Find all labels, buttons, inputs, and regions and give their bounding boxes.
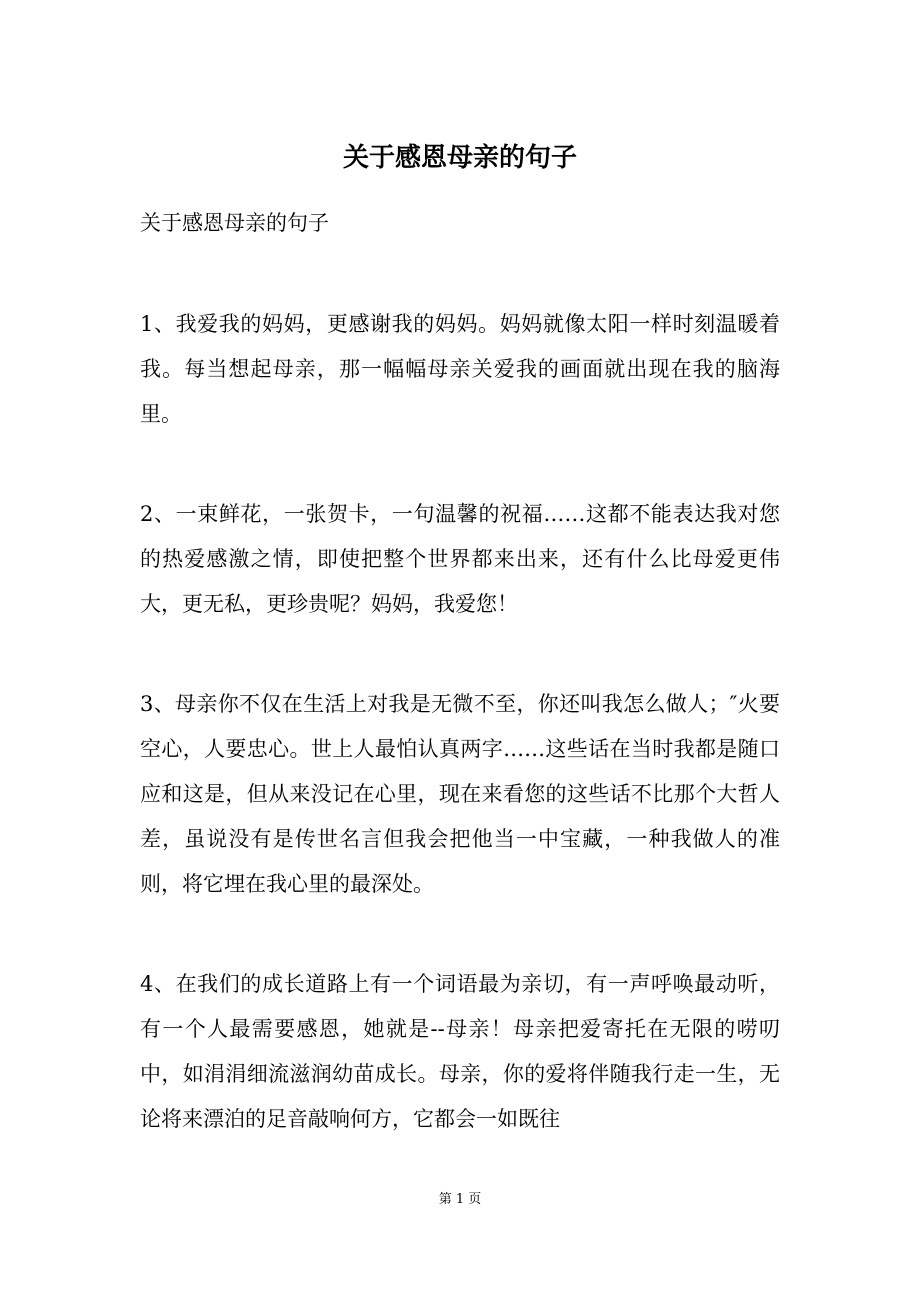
document-title: 关于感恩母亲的句子 bbox=[342, 143, 577, 173]
paragraph-1: 1、我爱我的妈妈，更感谢我的妈妈。妈妈就像太阳一样时刻温暖着我。每当想起母亲，那一幅幅母亲关爱我的画面就出现在我的脑海里。 bbox=[140, 312, 780, 426]
paragraph-2: 2、一束鲜花，一张贺卡，一句温馨的祝福……这都不能表达我对您的热爱感激之情，即使把整个世界都来出来，还有什么比母爱更伟大，更无私，更珍贵呢？妈妈，我爱您！ bbox=[140, 502, 780, 616]
paragraph-4: 4、在我们的成长道路上有一个词语最为亲切，有一声呼唤最动听，有一个人最需要感恩，她就是--母亲！母亲把爱寄托在无限的唠叨中，如涓涓细流滋润幼苗成长。母亲，你的爱将伴随我行走一生，无论将来漂泊的足音敲响何方，它都会一如既往 bbox=[140, 972, 780, 1131]
document-subtitle: 关于感恩母亲的句子 bbox=[140, 211, 329, 235]
paragraph-3: 3、母亲你不仅在生活上对我是无微不至，你还叫我怎么做人；″火要空心，人要忠心。世上人最怕认真两字……这些话在当时我都是随口应和这是，但从来没记在心里，现在来看您的这些话不比那个大哲人差，虽说没有是传世名言但我会把他当一中宝藏，一种我做人的准则，将它埋在我心里的最深处。 bbox=[140, 692, 780, 896]
page-number: 第 1 页 bbox=[438, 1192, 482, 1207]
